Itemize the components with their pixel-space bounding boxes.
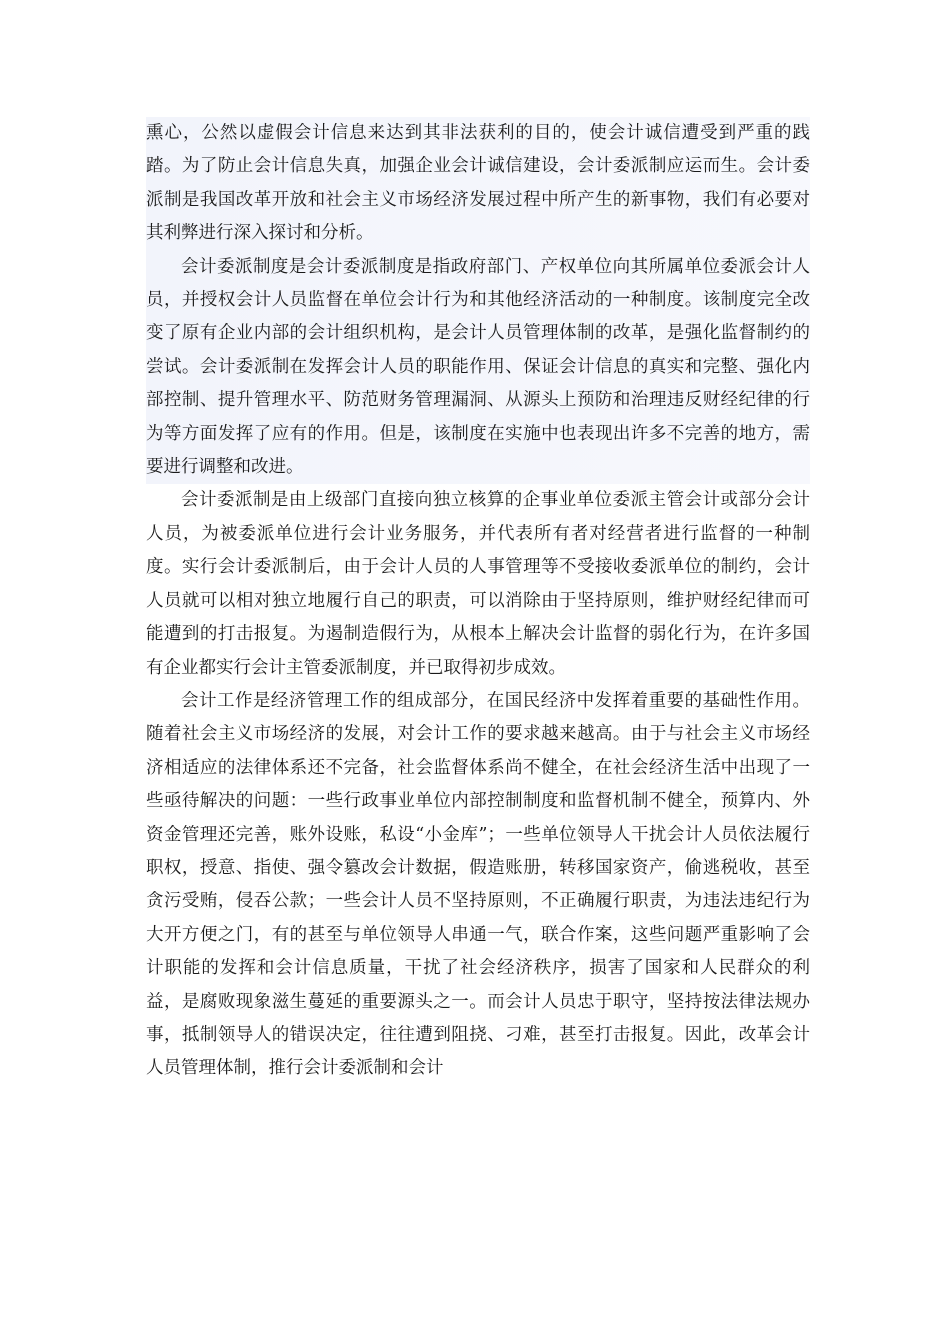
paragraph-2: 会计委派制度是会计委派制度是指政府部门、产权单位向其所属单位委派会计人员，并授权会计人员监督在单位会计行为和其他经济活动的一种制度。该制度完全改变了原有企业内部的会计组织机构，是会计人员管理体制的改革，是强化监督制约的尝试。会计委派制在发挥会计人员的职能作用、保证会计信息的真实和完整、强化内部控制、提升管理水平、防范财务管理漏洞、从源头上预防和治理违反财经纪律的行为等方面发挥了应有的作用。但是，该制度在实施中也表现出许多不完善的地方，需要进行调整和改进。 <box>146 251 810 485</box>
paragraph-3: 会计委派制是由上级部门直接向独立核算的企事业单位委派主管会计或部分会计人员，为被委派单位进行会计业务服务，并代表所有者对经营者进行监督的一种制度。实行会计委派制后，由于会计人员的人事管理等不受接收委派单位的制约，会计人员就可以相对独立地履行自己的职责，可以消除由于坚持原则，维护财经纪律而可能遭到的打击报复。为遏制造假行为，从根本上解决会计监督的弱化行为，在许多国有企业都实行会计主管委派制度，并已取得初步成效。 <box>146 490 810 678</box>
document-body <box>146 117 810 1086</box>
paragraph-4: 会计工作是经济管理工作的组成部分，在国民经济中发挥着重要的基础性作用。随着社会主义市场经济的发展，对会计工作的要求越来越高。由于与社会主义市场经济相适应的法律体系还不完备，社会监督体系尚不健全，在社会经济生活中出现了一些亟待解决的问题：一些行政事业单位内部控制制度和监督机制不健全，预算内、外资金管理还完善，账外设账，私设“小金库”；一些单位领导人干扰会计人员依法履行职权，授意、指使、强令篡改会计数据，假造账册，转移国家资产，偷逃税收，甚至贪污受贿，侵吞公款；一些会计人员不坚持原则，不正确履行职责，为违法违纪行为大开方便之门，有的甚至与单位领导人串通一气，联合作案，这些问题严重影响了会计职能的发挥和会计信息质量，干扰了社会经济秩序，损害了国家和人民群众的利益，是腐败现象滋生蔓延的重要源头之一。而会计人员忠于职守，坚持按法律法规办事，抵制领导人的错误决定，往往遭到阻挠、刁难，甚至打击报复。因此，改革会计人员管理体制，推行会计委派制和会计 <box>146 690 810 1079</box>
paragraph-1: 熏心，公然以虚假会计信息来达到其非法获利的目的，使会计诚信遭受到严重的践踏。为了防止会计信息失真，加强企业会计诚信建设，会计委派制应运而生。会计委派制是我国改革开放和社会主义市场经济发展过程中所产生的新事物，我们有必要对其利弊进行深入探讨和分析。 <box>146 117 810 251</box>
